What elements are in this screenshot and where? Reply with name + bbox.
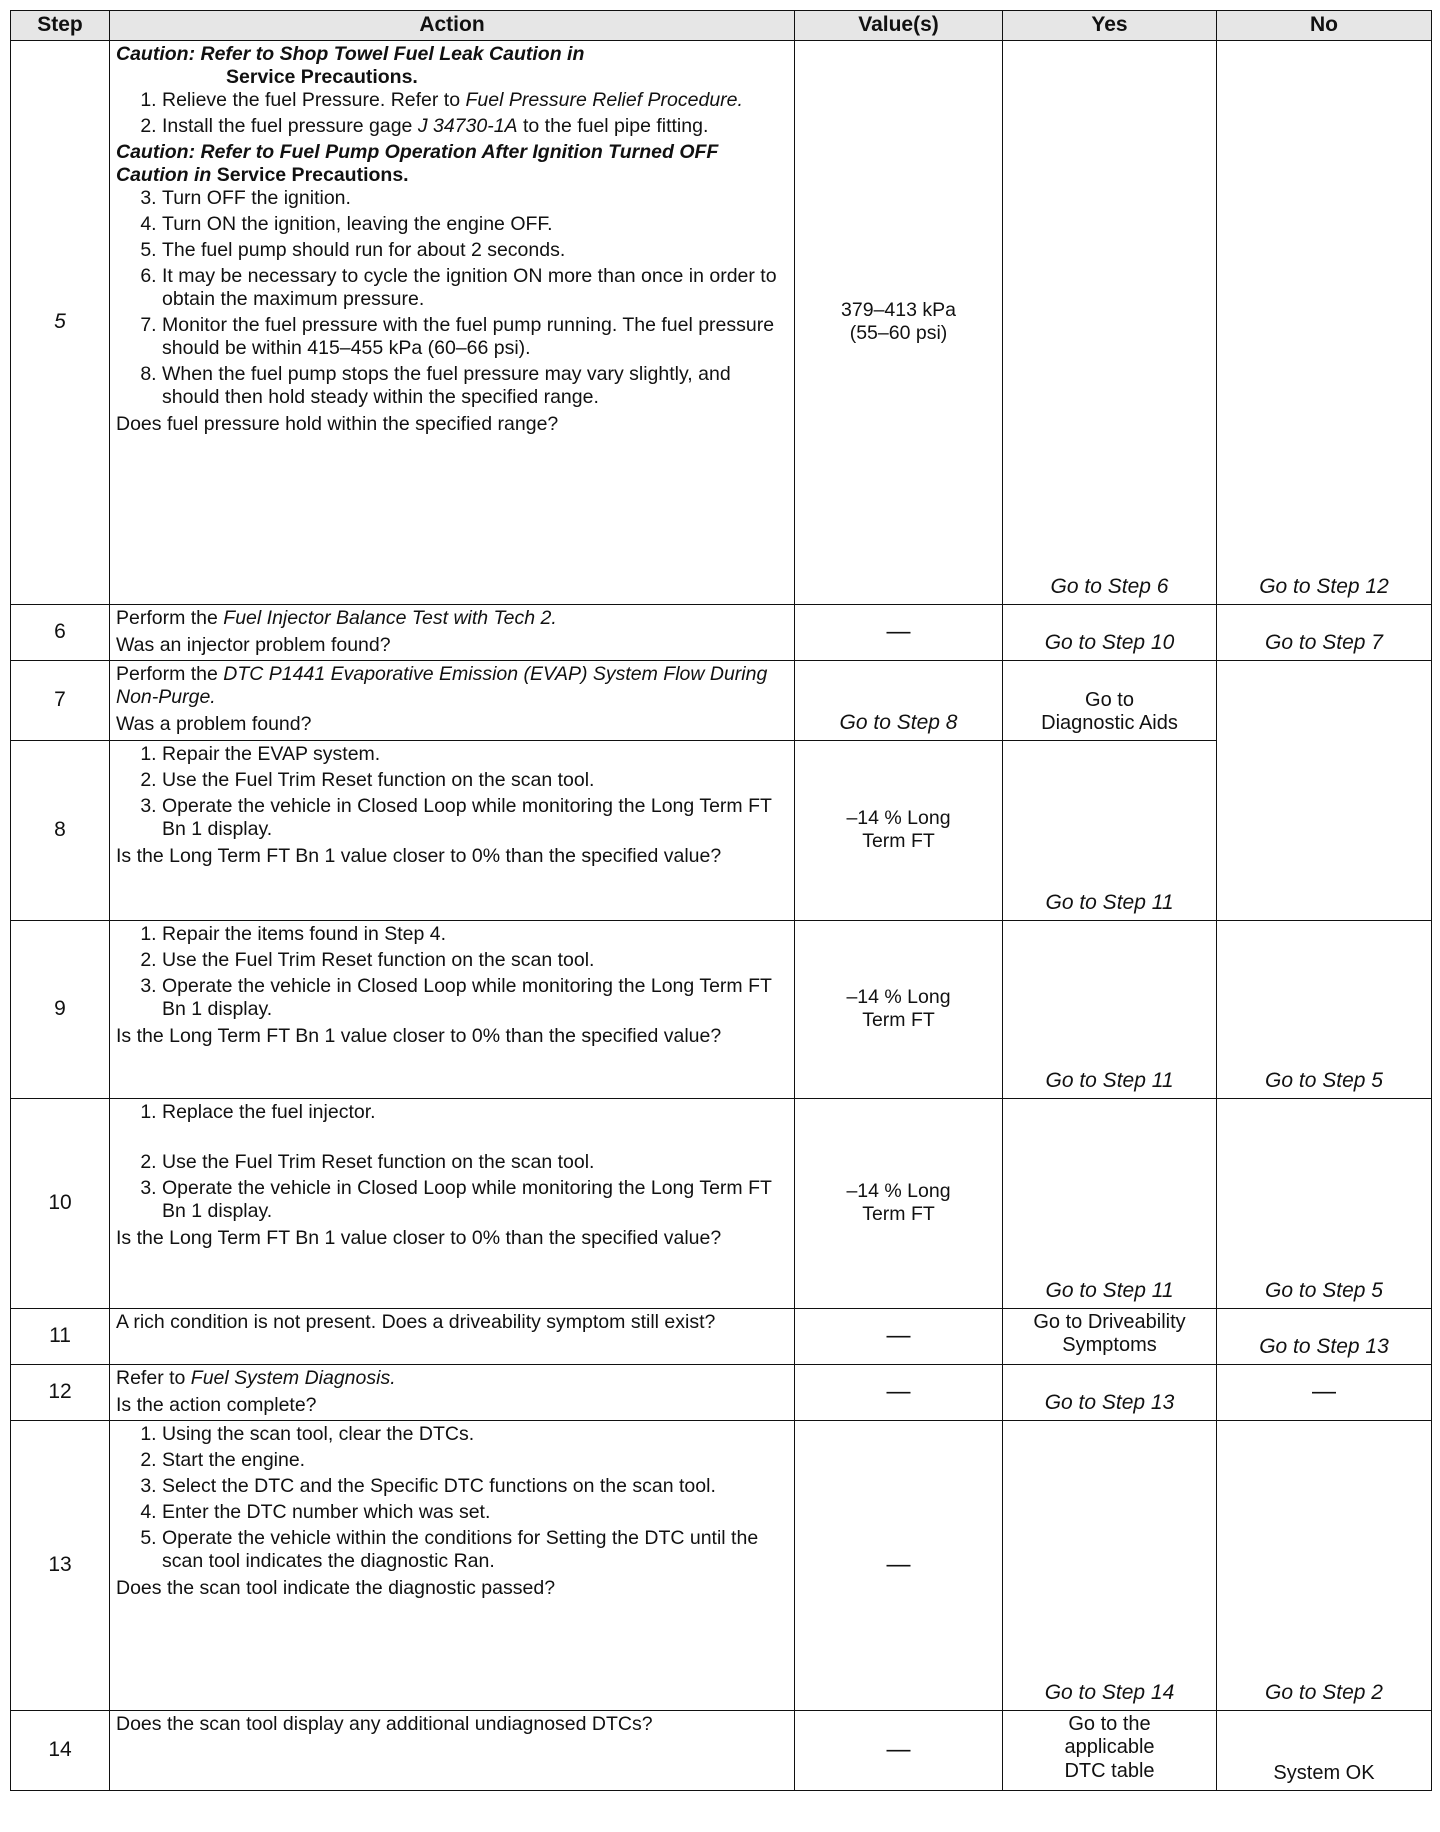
action-cell: Does the scan tool display any additional undiagnosed DTCs? bbox=[110, 1710, 795, 1790]
caution-text-tail: Service Precautions. bbox=[226, 65, 418, 88]
yes-cell: Go to the applicable DTC table bbox=[1003, 1710, 1217, 1790]
step-number: 14 bbox=[11, 1710, 110, 1790]
value-cell: — bbox=[795, 1710, 1003, 1790]
action-cell: Caution: Refer to Shop Towel Fuel Leak Caution in Service Precautions. 1. Relieve the fuel Pressure. Refer to Fuel Pressure Relief Procedure. 2. Install the fuel pressure gage J 34730-1A to the fuel pipe fitting. Caution: Refer to Fuel Pump Operation After Ignition Turned OFF Caution in Service Precautions. 3. Turn OFF the ignition. 4. Turn ON the ignition, leaving the engine OFF. 5. The fuel pump should run for about 2 seconds. 6. It may be necessary to cycle the ignition ON more than once in order to obtain the maximum pressure. 7. Monitor the fuel pressure with the fuel pump running. The fuel pressure should be within 415–455 kPa (60–66 psi). 8. When the fuel pump stops the fuel pressure may vary slightly, and should then hold steady within the specified range. Does fuel pressure hold within the specified range? bbox=[110, 40, 795, 604]
value-cell: –14 % Long Term FT bbox=[795, 920, 1003, 1098]
yes-cell: Go to Step 13 bbox=[1003, 1364, 1217, 1420]
yes-cell: Go to Step 11 bbox=[1003, 1098, 1217, 1308]
question-text: Does fuel pressure hold within the specified range? bbox=[116, 412, 559, 435]
caution-text: Caution: Refer to Fuel Pump Operation After Ignition Turned OFF Caution in bbox=[116, 140, 719, 186]
step-number: 10 bbox=[11, 1098, 110, 1308]
question-text: Is the Long Term FT Bn 1 value closer to 0% than the specified value? bbox=[116, 1024, 722, 1047]
value-cell: — bbox=[795, 1308, 1003, 1364]
list-item: 5. Operate the vehicle within the conditions for Setting the DTC until the scan tool indicates the diagnostic Ran. bbox=[162, 1527, 788, 1573]
yes-cell: Go to Driveability Symptoms bbox=[1003, 1308, 1217, 1364]
list-item: 1. Repair the EVAP system. bbox=[162, 743, 788, 766]
yes-cell: Go to Step 6 bbox=[1003, 40, 1217, 604]
step-number: 5 bbox=[11, 40, 110, 604]
step-number: 9 bbox=[11, 920, 110, 1098]
list-item: 3. Select the DTC and the Specific DTC functions on the scan tool. bbox=[162, 1475, 788, 1498]
list-item: 1. Using the scan tool, clear the DTCs. bbox=[162, 1423, 788, 1446]
no-cell: Go to Step 7 bbox=[1217, 604, 1432, 660]
step-number: 6 bbox=[11, 604, 110, 660]
yes-cell: Go to Step 14 bbox=[1003, 1420, 1217, 1710]
list-item: 7. Monitor the fuel pressure with the fuel pump running. The fuel pressure should be within 415–455 kPa (60–66 psi). bbox=[162, 314, 788, 360]
yes-cell: Go to Diagnostic Aids bbox=[1003, 660, 1217, 740]
value-cell: Go to Step 8 bbox=[795, 660, 1003, 740]
list-item: 1. Repair the items found in Step 4. bbox=[162, 923, 788, 946]
action-cell: A rich condition is not present. Does a driveability symptom still exist? bbox=[110, 1308, 795, 1364]
list-item: 3. Turn OFF the ignition. bbox=[162, 187, 788, 210]
action-cell bbox=[110, 1098, 795, 1308]
action-cell: Perform the DTC P1441 Evaporative Emission (EVAP) System Flow During Non-Purge. Was a problem found? bbox=[110, 660, 795, 740]
list-item: 3. Operate the vehicle in Closed Loop while monitoring the Long Term FT Bn 1 display. bbox=[162, 975, 788, 1021]
action-cell: Refer to Fuel System Diagnosis. Is the action complete? bbox=[110, 1364, 795, 1420]
question-text: Does the scan tool indicate the diagnostic passed? bbox=[116, 1576, 556, 1599]
list-item: 2. Use the Fuel Trim Reset function on the scan tool. bbox=[162, 1151, 788, 1174]
yes-cell: Go to Step 10 bbox=[1003, 604, 1217, 660]
no-cell: Go to Step 5 bbox=[1217, 920, 1432, 1098]
yes-cell: Go to Step 11 bbox=[1003, 920, 1217, 1098]
table-row bbox=[11, 1098, 1432, 1308]
table-row bbox=[11, 1710, 1432, 1790]
table-row bbox=[11, 604, 1432, 660]
value-cell: 379–413 kPa (55–60 psi) bbox=[795, 40, 1003, 604]
step-number: 7 bbox=[11, 660, 110, 740]
diagnostic-table bbox=[10, 10, 1432, 1791]
list-item: 2. Use the Fuel Trim Reset function on the scan tool. bbox=[162, 769, 788, 792]
step-number: 8 bbox=[11, 740, 110, 920]
no-cell: Go to Step 5 bbox=[1217, 1098, 1432, 1308]
table-row bbox=[11, 660, 1432, 740]
list-item: 4. Enter the DTC number which was set. bbox=[162, 1501, 788, 1524]
no-cell bbox=[1217, 660, 1432, 920]
list-item: 8. When the fuel pump stops the fuel pressure may vary slightly, and should then hold steady within the specified range. bbox=[162, 363, 788, 409]
value-cell: — bbox=[795, 1420, 1003, 1710]
header-no: No bbox=[1217, 11, 1432, 41]
no-cell: System OK bbox=[1217, 1710, 1432, 1790]
list-item: 2. Start the engine. bbox=[162, 1449, 788, 1472]
question-text: Is the action complete? bbox=[116, 1393, 317, 1416]
no-cell: Go to Step 13 bbox=[1217, 1308, 1432, 1364]
header-step: Step bbox=[11, 11, 110, 41]
list-item: 6. It may be necessary to cycle the ignition ON more than once in order to obtain the maximum pressure. bbox=[162, 265, 788, 311]
table-row bbox=[11, 1420, 1432, 1710]
table-row bbox=[11, 920, 1432, 1098]
header-yes: Yes bbox=[1003, 11, 1217, 41]
list-item: 1. Relieve the fuel Pressure. Refer to Fuel Pressure Relief Procedure. bbox=[162, 89, 788, 112]
step-number: 13 bbox=[11, 1420, 110, 1710]
header-action: Action bbox=[110, 11, 795, 41]
list-item: 1. Replace the fuel injector. bbox=[162, 1101, 788, 1124]
value-cell: — bbox=[795, 604, 1003, 660]
no-cell: Go to Step 12 bbox=[1217, 40, 1432, 604]
header-values: Value(s) bbox=[795, 11, 1003, 41]
question-text: Was an injector problem found? bbox=[116, 633, 391, 656]
table-row bbox=[11, 40, 1432, 604]
table-header-row bbox=[11, 11, 1432, 41]
no-cell: — bbox=[1217, 1364, 1432, 1420]
list-item: 4. Turn ON the ignition, leaving the engine OFF. bbox=[162, 213, 788, 236]
table-row bbox=[11, 1364, 1432, 1420]
question-text: Is the Long Term FT Bn 1 value closer to 0% than the specified value? bbox=[116, 844, 722, 867]
action-cell bbox=[110, 920, 795, 1098]
action-cell bbox=[110, 1420, 795, 1710]
list-item: 3. Operate the vehicle in Closed Loop while monitoring the Long Term FT Bn 1 display. bbox=[162, 795, 788, 841]
list-item: 3. Operate the vehicle in Closed Loop while monitoring the Long Term FT Bn 1 display. bbox=[162, 1177, 788, 1223]
question-text: Was a problem found? bbox=[116, 712, 312, 735]
list-item: 5. The fuel pump should run for about 2 seconds. bbox=[162, 239, 788, 262]
no-cell: Go to Step 2 bbox=[1217, 1420, 1432, 1710]
yes-cell: Go to Step 11 bbox=[1003, 740, 1217, 920]
action-cell bbox=[110, 740, 795, 920]
table-row bbox=[11, 1308, 1432, 1364]
value-cell: –14 % Long Term FT bbox=[795, 1098, 1003, 1308]
list-item: 2. Install the fuel pressure gage J 34730-1A to the fuel pipe fitting. bbox=[162, 115, 788, 138]
question-text: Is the Long Term FT Bn 1 value closer to 0% than the specified value? bbox=[116, 1226, 722, 1249]
step-number: 11 bbox=[11, 1308, 110, 1364]
list-item: 2. Use the Fuel Trim Reset function on the scan tool. bbox=[162, 949, 788, 972]
action-cell: Perform the Fuel Injector Balance Test with Tech 2. Was an injector problem found? bbox=[110, 604, 795, 660]
step-number: 12 bbox=[11, 1364, 110, 1420]
diagnostic-table-page bbox=[10, 10, 1431, 1791]
value-cell: –14 % Long Term FT bbox=[795, 740, 1003, 920]
caution-text: Caution: Refer to Shop Towel Fuel Leak Caution in bbox=[116, 42, 585, 65]
value-cell: — bbox=[795, 1364, 1003, 1420]
